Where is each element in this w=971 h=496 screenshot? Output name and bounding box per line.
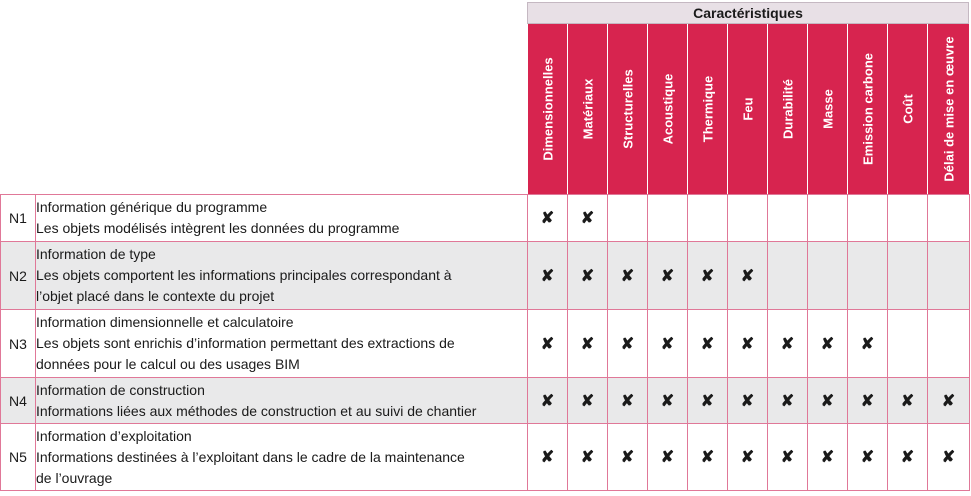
mark-cell-acoustique xyxy=(648,310,688,378)
cross-mark-icon: ✘ xyxy=(820,335,835,353)
mark-cell-emission-carbone xyxy=(848,195,888,242)
mark-cell-dimensionnelles xyxy=(528,378,568,424)
mark-cell-materiaux xyxy=(568,242,608,310)
cross-mark-icon: ✘ xyxy=(941,392,956,410)
mark-cell-cout xyxy=(888,378,928,424)
mark-cell-structurelles xyxy=(608,378,648,424)
cross-mark-icon: ✘ xyxy=(900,449,915,466)
cross-mark-icon: ✘ xyxy=(941,449,956,466)
mark-cell-delai-de-mise-en-oeuvre xyxy=(928,242,970,310)
level-title: Information de type xyxy=(36,246,156,262)
table-row-n3 xyxy=(1,310,970,378)
table-row-n1 xyxy=(1,195,970,242)
cross-mark-icon: ✘ xyxy=(540,449,555,466)
mark-cell-acoustique xyxy=(648,195,688,242)
mark-cell-structurelles xyxy=(608,310,648,378)
mark-cell-delai-de-mise-en-oeuvre xyxy=(928,378,970,424)
column-header-dimensionnelles xyxy=(527,24,567,194)
cross-mark-icon: ✘ xyxy=(900,392,915,410)
column-header-label: Masse xyxy=(820,89,835,129)
column-header-emission-carbone xyxy=(847,24,887,194)
mark-cell-dimensionnelles xyxy=(528,310,568,378)
mark-cell-feu xyxy=(728,378,768,424)
level-code: N5 xyxy=(1,424,36,491)
cross-mark-icon: ✘ xyxy=(860,449,875,466)
mark-cell-emission-carbone xyxy=(848,424,888,491)
cross-mark-icon: ✘ xyxy=(540,392,555,410)
mark-cell-structurelles xyxy=(608,424,648,491)
mark-cell-masse xyxy=(808,195,848,242)
level-title: Information générique du programme xyxy=(36,199,268,215)
mark-cell-delai-de-mise-en-oeuvre xyxy=(928,424,970,491)
mark-cell-durabilite xyxy=(768,378,808,424)
level-description xyxy=(36,310,528,378)
mark-cell-feu xyxy=(728,195,768,242)
cross-mark-icon: ✘ xyxy=(660,392,675,410)
level-title: Information de construction xyxy=(36,381,205,398)
cross-mark-icon: ✘ xyxy=(620,392,635,410)
mark-cell-acoustique xyxy=(648,242,688,310)
mark-cell-acoustique xyxy=(648,378,688,424)
level-description-line: données pour le calcul ou des usages BIM xyxy=(36,356,300,372)
cross-mark-icon: ✘ xyxy=(700,267,715,285)
mark-cell-thermique xyxy=(688,195,728,242)
column-header-materiaux xyxy=(567,24,607,194)
cross-mark-icon: ✘ xyxy=(660,449,675,466)
mark-cell-dimensionnelles xyxy=(528,242,568,310)
column-header-cout xyxy=(887,24,927,194)
cross-mark-icon: ✘ xyxy=(700,449,715,466)
mark-cell-materiaux xyxy=(568,195,608,242)
mark-cell-feu xyxy=(728,424,768,491)
mark-cell-masse xyxy=(808,378,848,424)
cross-mark-icon: ✘ xyxy=(780,449,795,466)
column-header-thermique xyxy=(687,24,727,194)
mark-cell-materiaux xyxy=(568,378,608,424)
level-description xyxy=(36,242,528,310)
mark-cell-acoustique xyxy=(648,424,688,491)
level-description xyxy=(36,195,528,242)
cross-mark-icon: ✘ xyxy=(620,335,635,353)
level-description-line: Les objets comportent les informations principales correspondant à xyxy=(36,267,452,283)
mark-cell-thermique xyxy=(688,424,728,491)
cross-mark-icon: ✘ xyxy=(580,449,595,466)
cross-mark-icon: ✘ xyxy=(540,335,555,353)
level-description-line: l’objet placé dans le contexte du projet xyxy=(36,288,275,304)
column-header-label: Structurelles xyxy=(620,69,635,149)
column-header-label: Durabilité xyxy=(780,79,795,139)
cross-mark-icon: ✘ xyxy=(860,392,875,410)
mark-cell-durabilite xyxy=(768,424,808,491)
column-header-structurelles xyxy=(607,24,647,194)
group-header-caracteristiques: Caractéristiques xyxy=(527,2,969,24)
cross-mark-icon: ✘ xyxy=(700,335,715,353)
level-description-line: Les objets modélisés intègrent les données du programme xyxy=(36,220,400,236)
column-header-label: Délai de mise en œuvre xyxy=(941,36,956,182)
cross-mark-icon: ✘ xyxy=(580,210,595,227)
mark-cell-cout xyxy=(888,195,928,242)
column-header-label: Coût xyxy=(900,94,915,124)
mark-cell-durabilite xyxy=(768,195,808,242)
mark-cell-durabilite xyxy=(768,310,808,378)
cross-mark-icon: ✘ xyxy=(740,449,755,466)
level-code: N1 xyxy=(1,195,36,242)
column-header-label: Emission carbone xyxy=(860,53,875,165)
level-description-line: Les objets sont enrichis d’information permettant des extractions de xyxy=(36,335,455,351)
mark-cell-dimensionnelles xyxy=(528,195,568,242)
level-title: Information d’exploitation xyxy=(36,427,192,444)
mark-cell-delai-de-mise-en-oeuvre xyxy=(928,195,970,242)
column-header-label: Feu xyxy=(740,97,755,121)
mark-cell-thermique xyxy=(688,242,728,310)
column-header-feu xyxy=(727,24,767,194)
column-header-label: Acoustique xyxy=(660,73,675,145)
column-header-acoustique xyxy=(647,24,687,194)
cross-mark-icon: ✘ xyxy=(700,392,715,410)
column-header-label: Matériaux xyxy=(580,78,595,140)
cross-mark-icon: ✘ xyxy=(620,267,635,285)
mark-cell-structurelles xyxy=(608,195,648,242)
cross-mark-icon: ✘ xyxy=(820,392,835,410)
level-description xyxy=(36,424,528,491)
cross-mark-icon: ✘ xyxy=(620,449,635,466)
mark-cell-emission-carbone xyxy=(848,242,888,310)
cross-mark-icon: ✘ xyxy=(580,267,595,285)
column-header-label: Dimensionnelles xyxy=(540,57,555,161)
mark-cell-materiaux xyxy=(568,424,608,491)
cross-mark-icon: ✘ xyxy=(540,267,555,285)
level-description xyxy=(36,378,528,424)
mark-cell-dimensionnelles xyxy=(528,424,568,491)
level-description-line: de l’ouvrage xyxy=(36,469,113,486)
cross-mark-icon: ✘ xyxy=(740,267,755,285)
mark-cell-durabilite xyxy=(768,242,808,310)
cross-mark-icon: ✘ xyxy=(820,449,835,466)
mark-cell-structurelles xyxy=(608,242,648,310)
mark-cell-materiaux xyxy=(568,310,608,378)
column-header-durabilite xyxy=(767,24,807,194)
cross-mark-icon: ✘ xyxy=(780,392,795,410)
table-row-n2 xyxy=(1,242,970,310)
mark-cell-thermique xyxy=(688,378,728,424)
cross-mark-icon: ✘ xyxy=(580,392,595,410)
column-header-masse xyxy=(807,24,847,194)
mark-cell-delai-de-mise-en-oeuvre xyxy=(928,310,970,378)
mark-cell-feu xyxy=(728,310,768,378)
level-description-line: Informations destinées à l’exploitant dans le cadre de la maintenance xyxy=(36,448,465,465)
cross-mark-icon: ✘ xyxy=(660,335,675,353)
mark-cell-emission-carbone xyxy=(848,378,888,424)
mark-cell-thermique xyxy=(688,310,728,378)
mark-cell-cout xyxy=(888,310,928,378)
column-header-label: Thermique xyxy=(700,75,715,143)
column-header-delai-de-mise-en-oeuvre xyxy=(927,24,969,194)
mark-cell-cout xyxy=(888,424,928,491)
cross-mark-icon: ✘ xyxy=(540,210,555,227)
mark-cell-masse xyxy=(808,310,848,378)
level-title: Information dimensionnelle et calculatoire xyxy=(36,314,294,330)
mark-cell-emission-carbone xyxy=(848,310,888,378)
mark-cell-masse xyxy=(808,242,848,310)
cross-mark-icon: ✘ xyxy=(860,335,875,353)
levels-table xyxy=(0,194,970,491)
table-row-n5 xyxy=(1,424,970,491)
cross-mark-icon: ✘ xyxy=(740,335,755,353)
cross-mark-icon: ✘ xyxy=(660,267,675,285)
cross-mark-icon: ✘ xyxy=(740,392,755,410)
level-description-line: Informations liées aux méthodes de construction et au suivi de chantier xyxy=(36,402,477,419)
table-row-n4 xyxy=(1,378,970,424)
level-code: N2 xyxy=(1,242,36,310)
cross-mark-icon: ✘ xyxy=(780,335,795,353)
level-code: N4 xyxy=(1,378,36,424)
mark-cell-cout xyxy=(888,242,928,310)
cross-mark-icon: ✘ xyxy=(580,335,595,353)
mark-cell-feu xyxy=(728,242,768,310)
mark-cell-masse xyxy=(808,424,848,491)
level-code: N3 xyxy=(1,310,36,378)
